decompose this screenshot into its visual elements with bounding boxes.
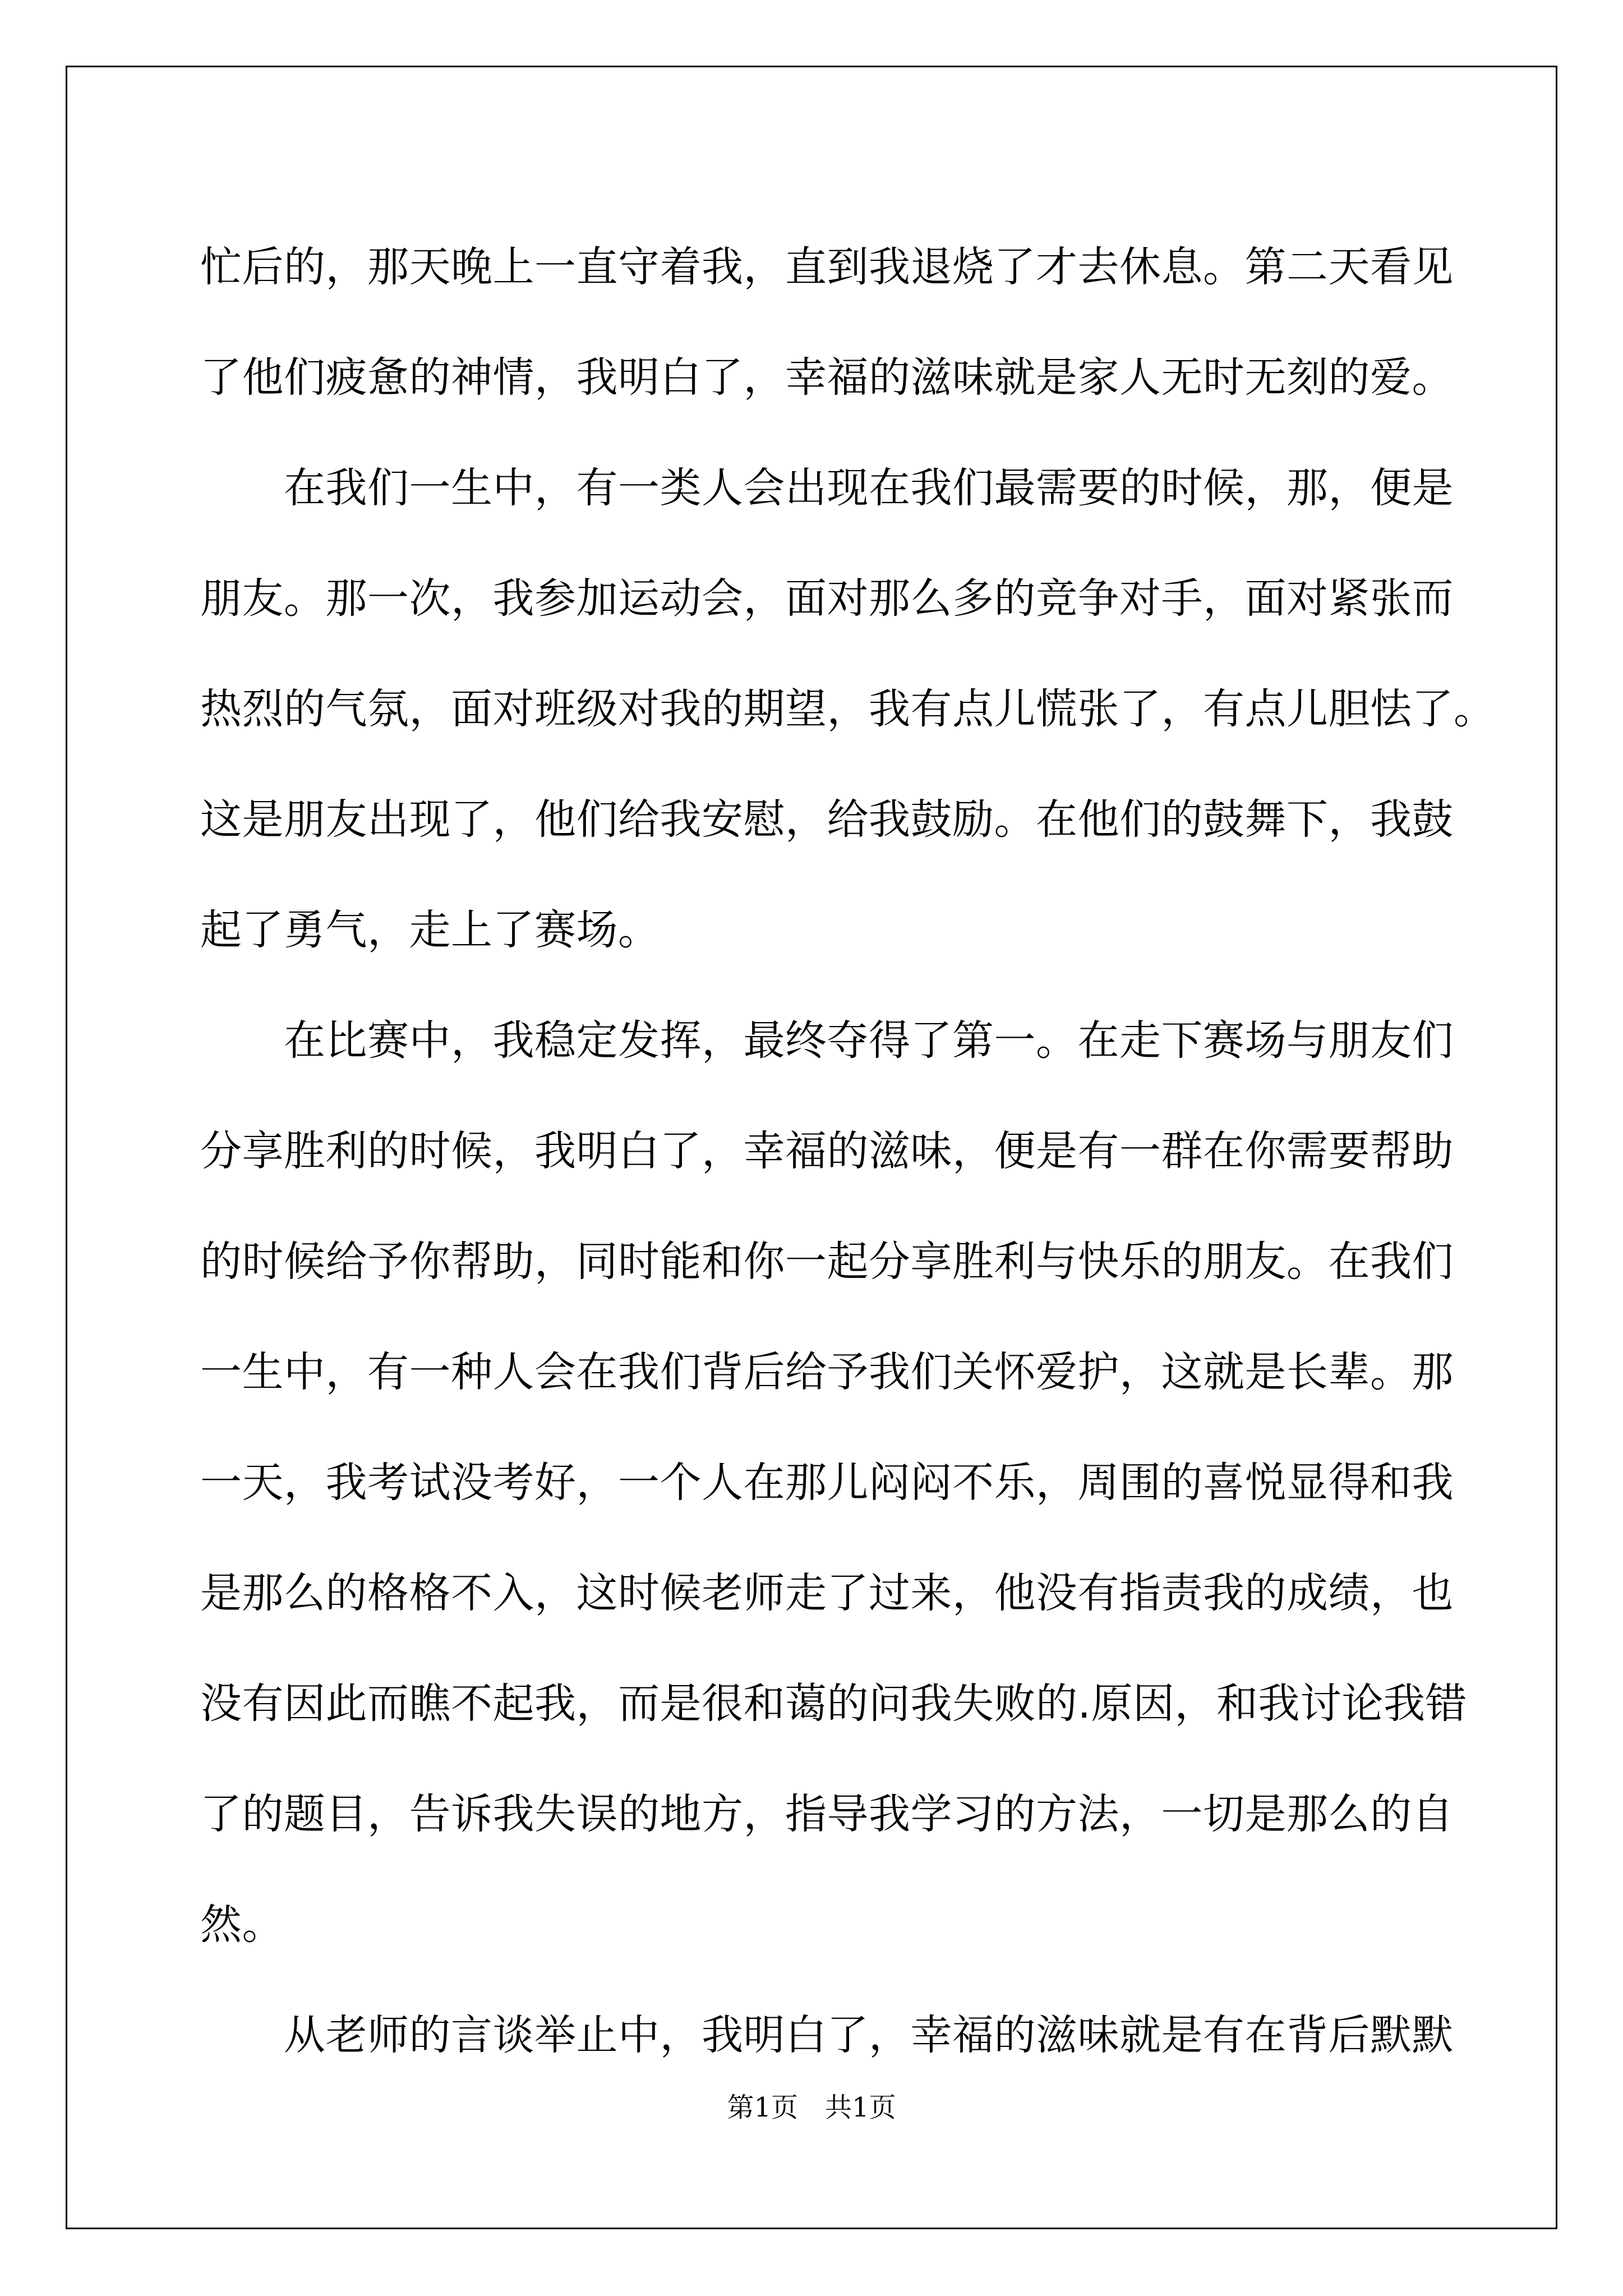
text-line: 在我们一生中，有一类人会出现在我们最需要的时候，那，便是 <box>200 464 1454 512</box>
text-line: 了的题目，告诉我失误的地方，指导我学习的方法，一切是那么的自 <box>200 1790 1454 1838</box>
text-line: 是那么的格格不入，这时候老师走了过来，他没有指责我的成绩，也 <box>200 1569 1454 1617</box>
text-line: 这是朋友出现了，他们给我安慰，给我鼓励。在他们的鼓舞下，我鼓 <box>200 795 1454 844</box>
text-line: 分享胜利的时候，我明白了，幸福的滋味，便是有一群在你需要帮助 <box>200 1127 1454 1175</box>
text-line: 朋友。那一次，我参加运动会，面对那么多的竞争对手，面对紧张而 <box>200 574 1454 623</box>
text-line: 在比赛中，我稳定发挥，最终夺得了第一。在走下赛场与朋友们 <box>200 1016 1454 1065</box>
text-line: 起了勇气，走上了赛场。 <box>200 906 660 954</box>
document-body <box>200 212 1496 2091</box>
text-line: 了他们疲惫的神情，我明白了，幸福的滋味就是家人无时无刻的爱。 <box>200 353 1454 402</box>
text-line: 从老师的言谈举止中，我明白了，幸福的滋味就是有在背后默默 <box>200 2011 1454 2059</box>
text-line: 热烈的气氛，面对班级对我的期望，我有点儿慌张了，有点儿胆怯了。 <box>200 685 1496 733</box>
text-line: 一生中，有一种人会在我们背后给予我们关怀爱护，这就是长辈。那 <box>200 1348 1454 1396</box>
text-line: 忙后的，那天晚上一直守着我，直到我退烧了才去休息。第二天看见 <box>200 243 1454 291</box>
text-line: 一天，我考试没考好，一个人在那儿闷闷不乐，周围的喜悦显得和我 <box>200 1458 1454 1507</box>
text-line: 没有因此而瞧不起我，而是很和蔼的问我失败的.原因，和我讨论我错 <box>200 1680 1468 1728</box>
text-line: 的时候给予你帮助，同时能和你一起分享胜利与快乐的朋友。在我们 <box>200 1237 1454 1286</box>
text-line: 然。 <box>200 1901 284 1949</box>
page-number-footer: 第1页 共1页 <box>727 2092 896 2123</box>
